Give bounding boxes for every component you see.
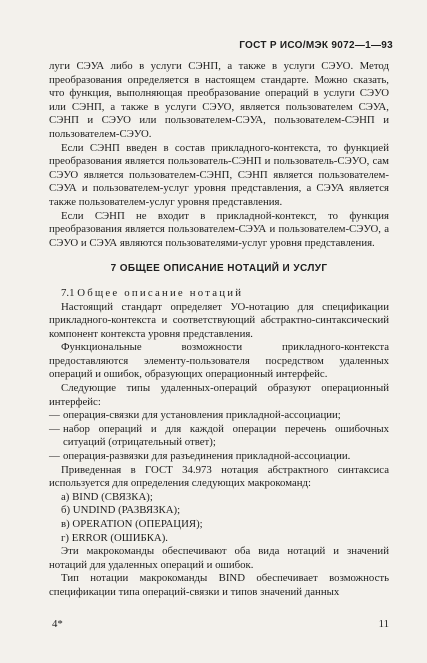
operation-types-list: [49, 409, 389, 463]
list-item: — операция-развязки для разъединения прикладной-ассоциации.: [49, 450, 389, 464]
subsection-heading: [49, 287, 389, 301]
paragraph: Если СЭНП введен в состав прикладного-контекста, то функцией преобразования является пользователь-СЭНП и пользователь-СЭУО, сам СЭУО является пользователем-СЭНП, СЭНП является пользователем-СЭУА и пользователем-услуг уровня представления, а СЭУА является также пользователем-услуг уровня представления.: [49, 141, 389, 208]
page-number: 11: [378, 618, 389, 630]
paragraph: Настоящий стандарт определяет УО-нотацию для спецификации прикладного-контекста и соответствующий абстрактно-синтаксический компонент контекста уровня представления.: [49, 300, 389, 340]
paragraph: Тип нотации макрокоманды BIND обеспечивает возможность спецификации типа операций-связки и типов значений данных: [49, 572, 389, 598]
list-item: — набор операций и для каждой операции перечень ошибочных ситуаций (отрицательный ответ);: [49, 423, 389, 450]
running-header: ГОСТ Р ИСО/МЭК 9072—1—93: [239, 40, 393, 51]
signature-mark: 4*: [52, 618, 63, 630]
subsection-number: 7.1: [61, 286, 75, 299]
list-item: в) OPERATION (ОПЕРАЦИЯ);: [61, 518, 203, 530]
list-item: а) BIND (СВЯЗКА);: [61, 490, 153, 503]
list-item: б) UNDIND (РАЗВЯЗКА);: [61, 504, 181, 517]
paragraph: Если СЭНП не входит в прикладной-контекст, то функция преобразования является пользователем-СЭУА и пользователем-СЭУО, а СЭУО и СЭУА являются пользователями-услуг уровня представления.: [49, 209, 389, 249]
paragraph: луги СЭУА либо в услуги СЭНП, а также в услуги СЭУО. Метод преобразования определяется в настоящем стандарте. Можно сказать, что функция, выполняющая преобразование операций в услуги СЭУО или СЭНП, а также в услуги СЭУО, является пользователем СЭУА, СЭНП и СЭУО или пользователем-СЭУА, пользователем-СЭНП и пользователем-СЭУО.: [49, 60, 389, 140]
page-body: [49, 60, 389, 600]
list-item: — операция-связки для установления прикладной-ассоциации;: [49, 409, 389, 423]
paragraph: Приведенная в ГОСТ 34.973 нотация абстрактного синтаксиса используется для определения следующих макрокоманд:: [49, 463, 389, 490]
paragraph: Следующие типы удаленных-операций образуют операционный интерфейс:: [49, 382, 389, 408]
macro-list: [49, 491, 389, 545]
section-heading: 7 ОБЩЕЕ ОПИСАНИЕ НОТАЦИЙ И УСЛУГ: [110, 263, 328, 275]
subsection-title: Общее описание нотаций: [77, 286, 244, 299]
list-item: г) ERROR (ОШИБКА).: [61, 531, 168, 544]
paragraph: Функциональные возможности прикладного-контекста предоставляются элементу-пользователя посредством удаленных операций и ошибок, образующих операционный интерфейс.: [49, 341, 389, 381]
paragraph: Эти макрокоманды обеспечивают оба вида нотаций и значений нотаций для удаленных операций и ошибок.: [49, 545, 389, 571]
